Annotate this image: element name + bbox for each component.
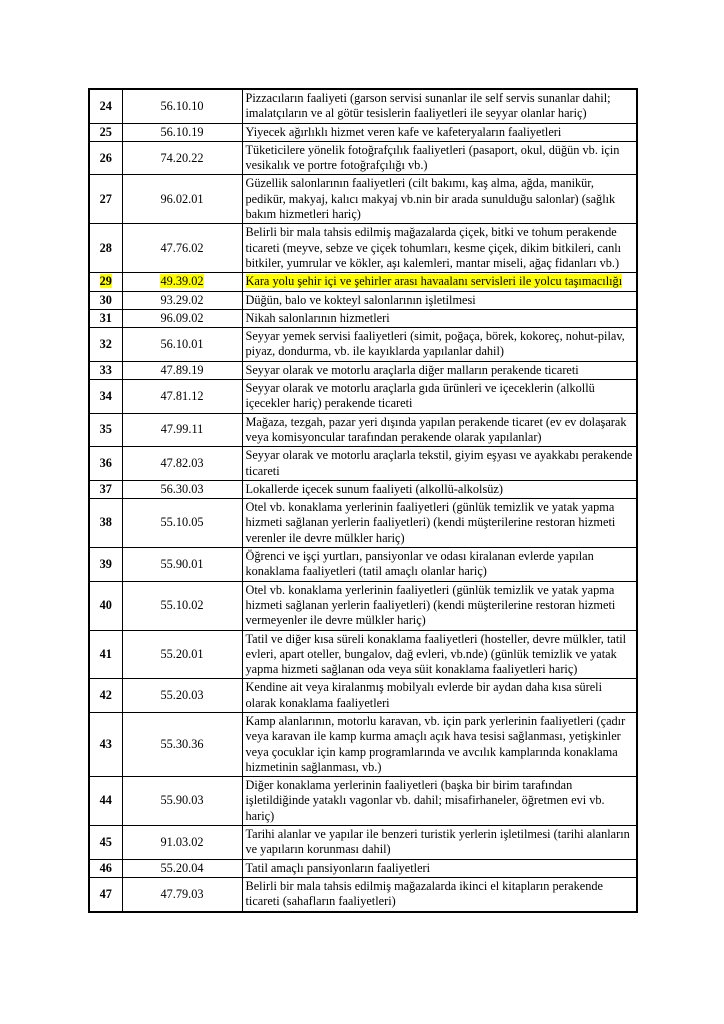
description-cell-text: Tatil ve diğer kısa süreli konaklama faaliyetleri (hosteller, devre mülkler, tatil evleri, apart oteller, bungalov, dağ evleri, vb.nde) (günlük temizlik ve yatak yapma hizmeti sağlanan oda veya süit konaklama faaliyetleri hariç) xyxy=(245,631,627,677)
activity-code-cell-text: 47.99.11 xyxy=(160,422,204,437)
activity-code-cell xyxy=(122,447,242,481)
description-cell-text: Tüketicilere yönelik fotoğrafçılık faaliyetleri (pasaport, okul, düğün vb. için vesikalık ve portre fotoğrafçılığı vb.) xyxy=(245,142,620,173)
activity-code-cell-text: 47.89.19 xyxy=(160,362,204,377)
table-row xyxy=(89,480,637,498)
description-cell-text: Öğrenci ve işçi yurtları, pansiyonlar ve odası kiralanan evlerde yapılan konaklama faaliyetleri (tatil amaçlı olanlar hariç) xyxy=(245,549,594,579)
activity-code-cell xyxy=(122,499,242,548)
table-row xyxy=(89,630,637,679)
description-cell xyxy=(242,447,637,481)
activity-code-cell-text: 55.20.01 xyxy=(160,646,204,661)
row-number-cell-text: 42 xyxy=(99,688,112,703)
table-row xyxy=(89,89,637,123)
row-number-cell xyxy=(89,309,122,327)
description-cell-text: Mağaza, tezgah, pazar yeri dışında yapılan perakende ticaret (ev ev dolaşarak veya komisyoncular tarafından perakende olarak yapılanlar) xyxy=(245,414,627,444)
row-number-cell xyxy=(89,141,122,175)
row-number-cell-text: 33 xyxy=(99,362,112,377)
description-cell xyxy=(242,273,637,291)
row-number-cell xyxy=(89,273,122,291)
activity-code-cell xyxy=(122,413,242,447)
row-number-cell xyxy=(89,548,122,582)
description-cell xyxy=(242,361,637,379)
activity-table-body xyxy=(89,89,637,912)
activity-code-cell xyxy=(122,826,242,860)
table-row xyxy=(89,273,637,291)
activity-code-cell-text: 55.20.03 xyxy=(160,688,204,703)
row-number-cell xyxy=(89,328,122,362)
description-cell xyxy=(242,175,637,224)
row-number-cell xyxy=(89,499,122,548)
description-cell xyxy=(242,480,637,498)
activity-code-cell-text: 47.82.03 xyxy=(160,455,204,470)
description-cell-text: Pizzacıların faaliyeti (garson servisi sunanlar ile self servis sunanlar dahil; imalatçıların ve al götür tesislerin faaliyetleri ile seyyar olanlar hariç) xyxy=(245,91,611,121)
description-cell xyxy=(242,380,637,414)
table-row xyxy=(89,859,637,877)
activity-code-cell xyxy=(122,877,242,911)
row-number-cell xyxy=(89,361,122,379)
activity-code-cell-text: 55.10.05 xyxy=(160,515,204,530)
row-number-cell xyxy=(89,630,122,679)
activity-code-cell xyxy=(122,123,242,141)
activity-code-cell-text: 47.81.12 xyxy=(160,388,204,403)
row-number-cell xyxy=(89,89,122,123)
activity-code-cell-text: 56.10.19 xyxy=(160,124,204,139)
description-cell-text: Seyyar yemek servisi faaliyetleri (simit, poğaça, börek, kokoreç, nohut-pilav, piyaz, dondurma, vb. ile kayıklarda yapılanlar dahil) xyxy=(245,329,625,359)
table-row xyxy=(89,309,637,327)
description-cell xyxy=(242,712,637,776)
table-row xyxy=(89,123,637,141)
description-cell-text: Yiyecek ağırlıklı hizmet veren kafe ve kafeteryaların faaliyetleri xyxy=(245,124,562,139)
row-number-cell xyxy=(89,581,122,630)
description-cell xyxy=(242,291,637,309)
activity-code-cell-text: 55.30.36 xyxy=(160,736,204,751)
activity-code-cell-text: 74.20.22 xyxy=(160,150,204,165)
activity-code-cell xyxy=(122,581,242,630)
table-row xyxy=(89,413,637,447)
description-cell xyxy=(242,413,637,447)
row-number-cell-text: 45 xyxy=(99,834,112,849)
row-number-cell-text: 46 xyxy=(99,860,112,875)
row-number-cell xyxy=(89,447,122,481)
row-number-cell xyxy=(89,826,122,860)
description-cell xyxy=(242,630,637,679)
description-cell xyxy=(242,328,637,362)
activity-code-cell xyxy=(122,309,242,327)
activity-code-table xyxy=(88,88,638,913)
row-number-cell-text: 25 xyxy=(99,124,112,139)
table-row xyxy=(89,141,637,175)
description-cell-text: Seyyar olarak ve motorlu araçlarla tekstil, giyim eşyası ve ayakkabı perakende ticareti xyxy=(245,448,633,478)
activity-code-cell xyxy=(122,224,242,273)
activity-code-cell-text: 91.03.02 xyxy=(160,834,204,849)
row-number-cell xyxy=(89,712,122,776)
description-cell-text: Kamp alanlarının, motorlu karavan, vb. için park yerlerinin faaliyetleri (çadır veya karavan ile kamp kurma amaçlı açık hava tesisi sağlanması, yetişkinler veya çocuklar için kamp programlarında ve avcılık kamplarında konaklama hizmetinin sağlanması, vb.) xyxy=(245,713,626,774)
row-number-cell-text: 31 xyxy=(99,310,112,325)
description-cell xyxy=(242,309,637,327)
table-row xyxy=(89,291,637,309)
activity-code-cell-text: 55.90.01 xyxy=(160,556,204,571)
description-cell-text: Diğer konaklama yerlerinin faaliyetleri (başka bir birim tarafından işletildiğinde yataklı vagonlar vb. dahil; misafirhaneler, öğretmen evi vb. hariç) xyxy=(245,778,605,823)
table-row xyxy=(89,679,637,713)
activity-code-cell-text: 47.79.03 xyxy=(160,886,204,901)
description-cell-text: Tatil amaçlı pansiyonların faaliyetleri xyxy=(245,860,431,875)
activity-code-cell-text: 55.20.04 xyxy=(160,860,204,875)
description-cell xyxy=(242,877,637,911)
row-number-cell xyxy=(89,413,122,447)
activity-code-cell xyxy=(122,175,242,224)
description-cell-text: Belirli bir mala tahsis edilmiş mağazalarda ikinci el kitapların perakende ticareti (sahafların faaliyetleri) xyxy=(245,878,604,909)
activity-code-cell-text: 56.10.01 xyxy=(160,336,204,351)
row-number-cell-text: 24 xyxy=(99,98,112,113)
activity-code-cell-text: 93.29.02 xyxy=(160,292,204,307)
row-number-cell xyxy=(89,175,122,224)
description-cell-text: Seyyar olarak ve motorlu araçlarla gıda ürünleri ve içeceklerin (alkollü içecekler hariç) perakende ticareti xyxy=(245,381,595,411)
row-number-cell-text: 26 xyxy=(99,150,112,165)
table-row xyxy=(89,361,637,379)
table-row xyxy=(89,380,637,414)
activity-code-cell-text: 56.10.10 xyxy=(160,98,204,113)
description-cell xyxy=(242,123,637,141)
activity-code-cell xyxy=(122,630,242,679)
activity-code-cell xyxy=(122,777,242,826)
description-cell xyxy=(242,224,637,273)
table-row xyxy=(89,777,637,826)
description-cell xyxy=(242,141,637,175)
description-cell-text: Düğün, balo ve kokteyl salonlarının işletilmesi xyxy=(245,292,476,307)
row-number-cell-text: 29 xyxy=(99,274,112,289)
row-number-cell-text: 30 xyxy=(99,292,112,307)
activity-code-cell xyxy=(122,291,242,309)
table-row xyxy=(89,499,637,548)
description-cell xyxy=(242,826,637,860)
activity-code-cell xyxy=(122,480,242,498)
row-number-cell-text: 39 xyxy=(99,556,112,571)
table-row xyxy=(89,581,637,630)
description-cell xyxy=(242,581,637,630)
row-number-cell-text: 47 xyxy=(99,886,112,901)
row-number-cell-text: 35 xyxy=(99,422,112,437)
row-number-cell-text: 38 xyxy=(99,515,112,530)
table-row xyxy=(89,548,637,582)
activity-code-cell-text: 96.02.01 xyxy=(160,191,204,206)
activity-code-cell-text: 96.09.02 xyxy=(160,310,204,325)
activity-code-cell-text: 55.90.03 xyxy=(160,793,204,808)
activity-code-cell-text: 56.30.03 xyxy=(160,481,204,496)
activity-code-cell xyxy=(122,361,242,379)
description-cell xyxy=(242,499,637,548)
row-number-cell-text: 27 xyxy=(99,191,112,206)
description-cell xyxy=(242,89,637,123)
activity-code-cell xyxy=(122,712,242,776)
row-number-cell-text: 43 xyxy=(99,736,112,751)
description-cell-text: Belirli bir mala tahsis edilmiş mağazalarda çiçek, bitki ve tohum perakende ticareti (meyve, sebze ve çiçek tohumları, kesme çiçek, dikim bitkileri, canlı bitkiler, yumrular ve kökler, aşı kalemleri, mantar miseli, ağaç fidanları vb.) xyxy=(245,225,622,270)
activity-code-cell xyxy=(122,548,242,582)
activity-code-cell-text: 55.10.02 xyxy=(160,597,204,612)
row-number-cell-text: 41 xyxy=(99,646,112,661)
description-cell xyxy=(242,777,637,826)
row-number-cell-text: 44 xyxy=(99,793,112,808)
row-number-cell xyxy=(89,123,122,141)
activity-code-cell xyxy=(122,679,242,713)
table-row xyxy=(89,224,637,273)
row-number-cell-text: 40 xyxy=(99,597,112,612)
description-cell xyxy=(242,679,637,713)
description-cell xyxy=(242,548,637,582)
description-cell-text: Kendine ait veya kiralanmış mobilyalı evlerde bir aydan daha kısa süreli olarak konaklama faaliyetleri xyxy=(245,680,602,710)
row-number-cell xyxy=(89,877,122,911)
row-number-cell-text: 37 xyxy=(99,481,112,496)
table-row xyxy=(89,447,637,481)
description-cell-text: Güzellik salonlarının faaliyetleri (cilt bakımı, kaş alma, ağda, manikür, pedikür, makyaj, kalıcı makyaj vb.nin bir arada sunulduğu salonlar) (sağlık bakım hizmetleri hariç) xyxy=(245,176,616,222)
description-cell-text: Otel vb. konaklama yerlerinin faaliyetleri (günlük temizlik ve yatak yapma hizmeti sağlanan yerlerin faaliyetleri) (kendi müşterilerine restoran hizmeti verenler ile devre mülkler hariç) xyxy=(245,500,616,545)
activity-code-cell xyxy=(122,328,242,362)
description-cell-text: Tarihi alanlar ve yapılar ile benzeri turistik yerlerin işletilmesi (tarihi alanların ve yapıların korunması dahil) xyxy=(245,827,630,857)
table-row xyxy=(89,328,637,362)
row-number-cell-text: 32 xyxy=(99,336,112,351)
table-row xyxy=(89,712,637,776)
row-number-cell xyxy=(89,859,122,877)
row-number-cell xyxy=(89,480,122,498)
activity-code-cell-text: 47.76.02 xyxy=(160,240,204,255)
table-row xyxy=(89,175,637,224)
description-cell xyxy=(242,859,637,877)
row-number-cell xyxy=(89,224,122,273)
row-number-cell-text: 36 xyxy=(99,455,112,470)
activity-code-cell xyxy=(122,380,242,414)
description-cell-text: Otel vb. konaklama yerlerinin faaliyetleri (günlük temizlik ve yatak yapma hizmeti sağlanan yerlerin faaliyetleri) (kendi müşterilerine restoran hizmeti vermeyenler ile devre mülkler hariç) xyxy=(245,582,616,628)
activity-code-cell xyxy=(122,859,242,877)
table-row xyxy=(89,826,637,860)
row-number-cell xyxy=(89,291,122,309)
row-number-cell xyxy=(89,679,122,713)
activity-code-cell xyxy=(122,89,242,123)
description-cell-text: Lokallerde içecek sunum faaliyeti (alkollü-alkolsüz) xyxy=(245,481,503,496)
description-cell-text: Seyyar olarak ve motorlu araçlarla diğer malların perakende ticareti xyxy=(245,362,579,377)
table-row xyxy=(89,877,637,911)
description-cell-text: Nikah salonlarının hizmetleri xyxy=(245,310,390,325)
row-number-cell xyxy=(89,777,122,826)
row-number-cell-text: 28 xyxy=(99,240,112,255)
description-cell-text: Kara yolu şehir içi ve şehirler arası havaalanı servisleri ile yolcu taşımacılığı xyxy=(245,274,623,289)
activity-code-cell-text: 49.39.02 xyxy=(160,274,204,289)
activity-code-cell xyxy=(122,273,242,291)
row-number-cell-text: 34 xyxy=(99,388,112,403)
row-number-cell xyxy=(89,380,122,414)
activity-code-cell xyxy=(122,141,242,175)
